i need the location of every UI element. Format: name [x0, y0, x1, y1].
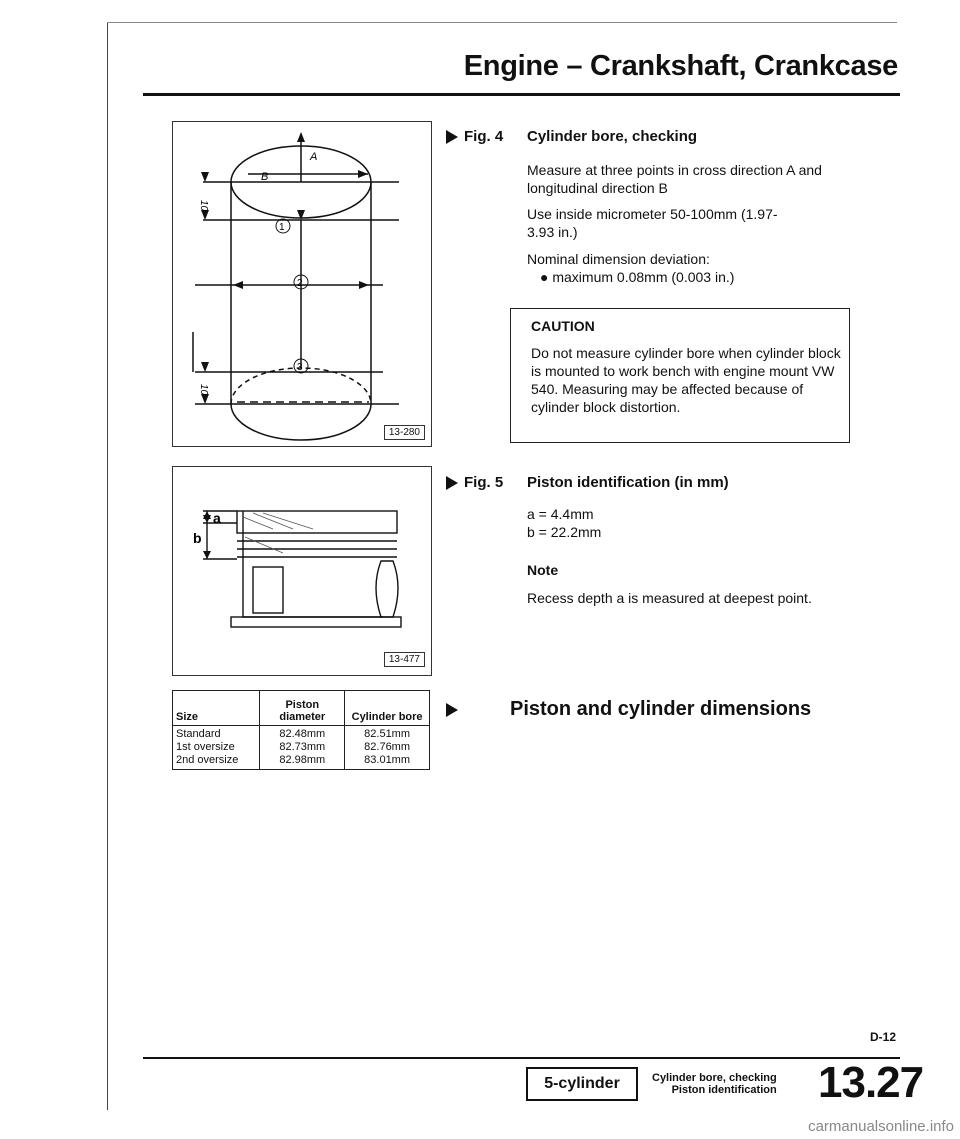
piston-diagram [173, 467, 431, 675]
fig5-label-b: b [193, 530, 202, 546]
header-size: Size [173, 691, 260, 726]
watermark: carmanualsonline.info [808, 1118, 954, 1135]
page-title: Engine – Crankshaft, Crankcase [463, 50, 898, 82]
table-row [173, 726, 430, 770]
table-cell-size [173, 726, 260, 770]
fig5-ref: Fig. 5 [464, 474, 504, 491]
table-cell-bore [345, 726, 430, 770]
fig5-a-value: a = 4.4mm [527, 506, 594, 522]
cell-standard: Standard [176, 728, 221, 740]
cylinder-bore-diagram [173, 122, 431, 446]
dimensions-heading-row [446, 698, 811, 721]
left-margin-line [107, 22, 108, 1110]
fig4-label-a: A [310, 151, 318, 163]
footer-code: D-12 [869, 1030, 896, 1044]
fig5-illustration [172, 466, 432, 676]
header-rule [143, 93, 900, 96]
cell-bore-standard: 82.51mm [364, 728, 411, 740]
footer-engine-box: 5-cylinder [526, 1067, 638, 1101]
fig4-heading-row [446, 128, 503, 145]
table-cell-piston [260, 726, 345, 770]
footer-topic-1: Cylinder bore, checking [652, 1072, 777, 1084]
footer-rule [143, 1057, 900, 1059]
header-piston-diameter: Piston diameter [260, 691, 345, 726]
fig4-tag: 13-280 [384, 425, 425, 440]
fig5-heading: Piston identification (in mm) [527, 474, 729, 491]
caution-heading: CAUTION [531, 318, 595, 334]
cell-piston-2nd: 82.98mm [279, 754, 326, 766]
arrow-icon [446, 476, 458, 490]
dimensions-table [172, 690, 430, 770]
fig4-label-3: 3 [297, 362, 303, 373]
top-margin-line [107, 22, 897, 23]
cell-piston-1st: 82.73mm [279, 741, 326, 753]
arrow-icon [446, 703, 458, 717]
fig4-ref: Fig. 4 [464, 128, 504, 145]
fig5-label-a: a [213, 510, 221, 526]
fig4-para1: Measure at three points in cross direction A and longitudinal direction B [527, 162, 822, 196]
fig5-note-heading: Note [527, 562, 559, 578]
fig5-heading-row [446, 474, 503, 491]
fig4-heading: Cylinder bore, checking [527, 128, 698, 145]
fig4-para2: Use inside micrometer 50-100mm (1.97-3.93 in.) [527, 206, 778, 240]
fig4-label-10-bottom: 10 [198, 384, 209, 396]
fig4-label-10-top: 10 [198, 200, 209, 212]
caution-text: Do not measure cylinder bore when cylinder block is mounted to work bench with engine mount VW 540. Measuring may be affected because of cylinder block distortion. [531, 345, 841, 415]
fig4-label-1: 1 [279, 222, 285, 233]
table-header-row [173, 691, 430, 726]
cell-piston-standard: 82.48mm [279, 728, 326, 740]
arrow-icon [446, 130, 458, 144]
header-cylinder-bore: Cylinder bore [345, 691, 430, 726]
dimensions-heading: Piston and cylinder dimensions [510, 698, 812, 720]
fig5-note-text: Recess depth a is measured at deepest point. [527, 590, 812, 606]
fig4-illustration [172, 121, 432, 447]
cell-bore-1st: 82.76mm [364, 741, 411, 753]
fig4-label-2: 2 [297, 278, 303, 289]
fig4-label-b: B [261, 171, 269, 183]
cell-bore-2nd: 83.01mm [364, 754, 411, 766]
fig4-bullet: ● maximum 0.08mm (0.003 in.) [540, 269, 735, 285]
fig4-para3: Nominal dimension deviation: [527, 251, 710, 267]
cell-2nd-oversize: 2nd oversize [176, 754, 239, 766]
fig5-tag: 13-477 [384, 652, 425, 667]
caution-box [510, 308, 850, 443]
footer-topic-2: Piston identification [671, 1084, 777, 1096]
page-number: 13.27 [818, 1058, 924, 1107]
fig5-b-value: b = 22.2mm [527, 524, 602, 540]
cell-1st-oversize: 1st oversize [176, 741, 235, 753]
footer-topics [652, 1072, 777, 1096]
